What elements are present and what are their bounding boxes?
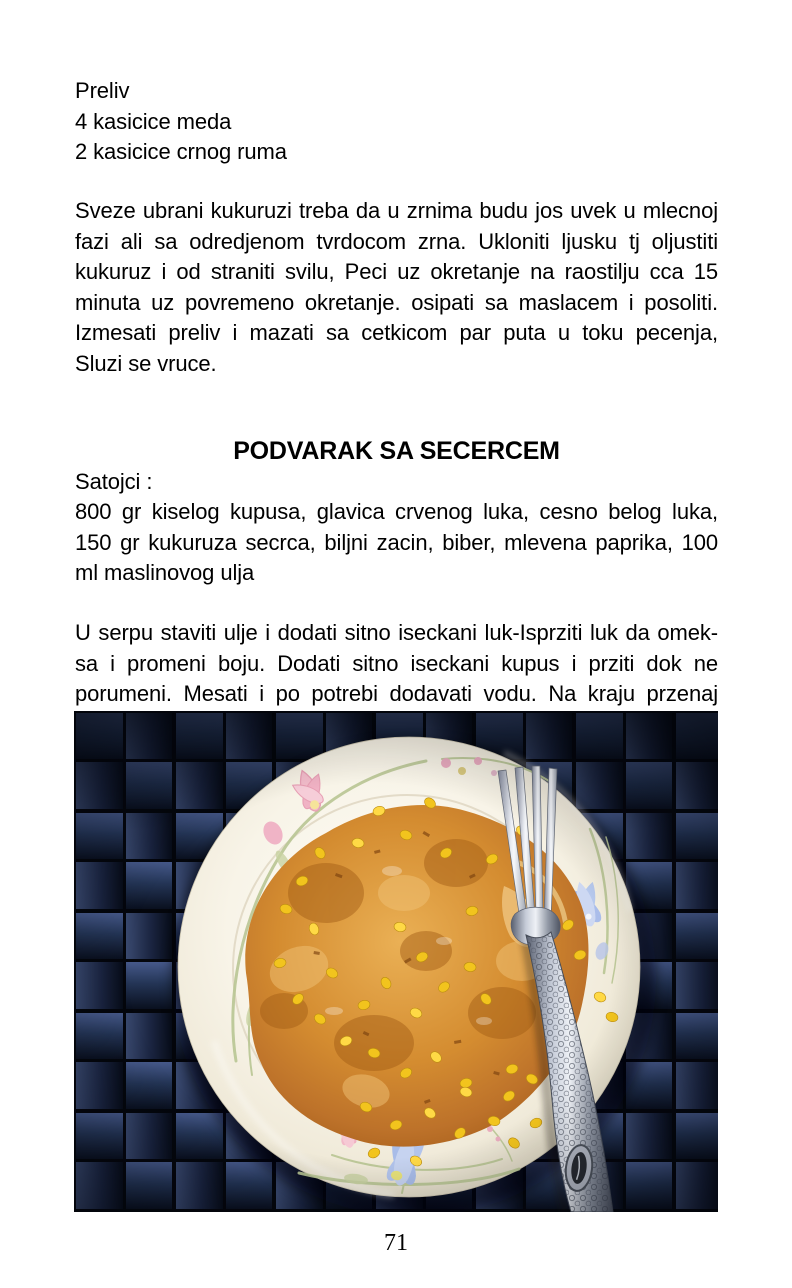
text-line: Sluzi se vruce. [75, 350, 217, 376]
text-line: 150 gr kukuruza secrca, biljni zacin, biber, mlevena paprika, 100 [75, 529, 718, 555]
page-number: 71 [384, 1230, 408, 1256]
text-line: sa i promeni boju. Dodati sitno iseckani kupus i prziti dok ne [75, 650, 718, 676]
recipe-photo [74, 711, 718, 1212]
photo-vignette [74, 711, 718, 1212]
ingredients-label: Satojci : [75, 469, 153, 494]
text-line: fazi ali sa odredjenom tvrdocom zrna. Ukloniti ljusku tj oljustiti [75, 228, 718, 254]
recipe-title: PODVARAK SA SECERCEM [233, 437, 560, 465]
corn-instructions-paragraph [75, 196, 718, 379]
text-line: ml maslinovog ulja [75, 560, 255, 585]
text-line: kukuruz i od straniti svilu, Peci uz okretanje na raostilju cca 15 [75, 259, 718, 284]
text-line: U serpu staviti ulje i dodati sitno iseckani luk-Isprziti luk da omek- [75, 620, 718, 645]
text-line: Sveze ubrani kukuruzi treba da u zrnima budu jos uvek u mlecnoj [75, 198, 718, 223]
text-line: minuta uz povremeno okretanje. osipati sa maslacem i posoliti. [75, 289, 718, 315]
text-line: porumeni. Mesati i po potrebi dodavati vodu. Na kraju przenaj [75, 681, 718, 706]
preparation-paragraph [75, 618, 718, 710]
text-line: Izmesati preliv i mazati sa cetkicom par puta u toku pecenja, [75, 320, 718, 345]
ingredients-list [75, 497, 718, 589]
text-line: 800 gr kiselog kupusa, glavica crvenog luka, cesno belog luka, [75, 499, 718, 524]
text-line: Preliv [75, 78, 130, 103]
text-line: 2 kasicice crnog ruma [75, 139, 287, 164]
text-line: 4 kasicice meda [75, 108, 232, 134]
topping-header [75, 76, 718, 168]
